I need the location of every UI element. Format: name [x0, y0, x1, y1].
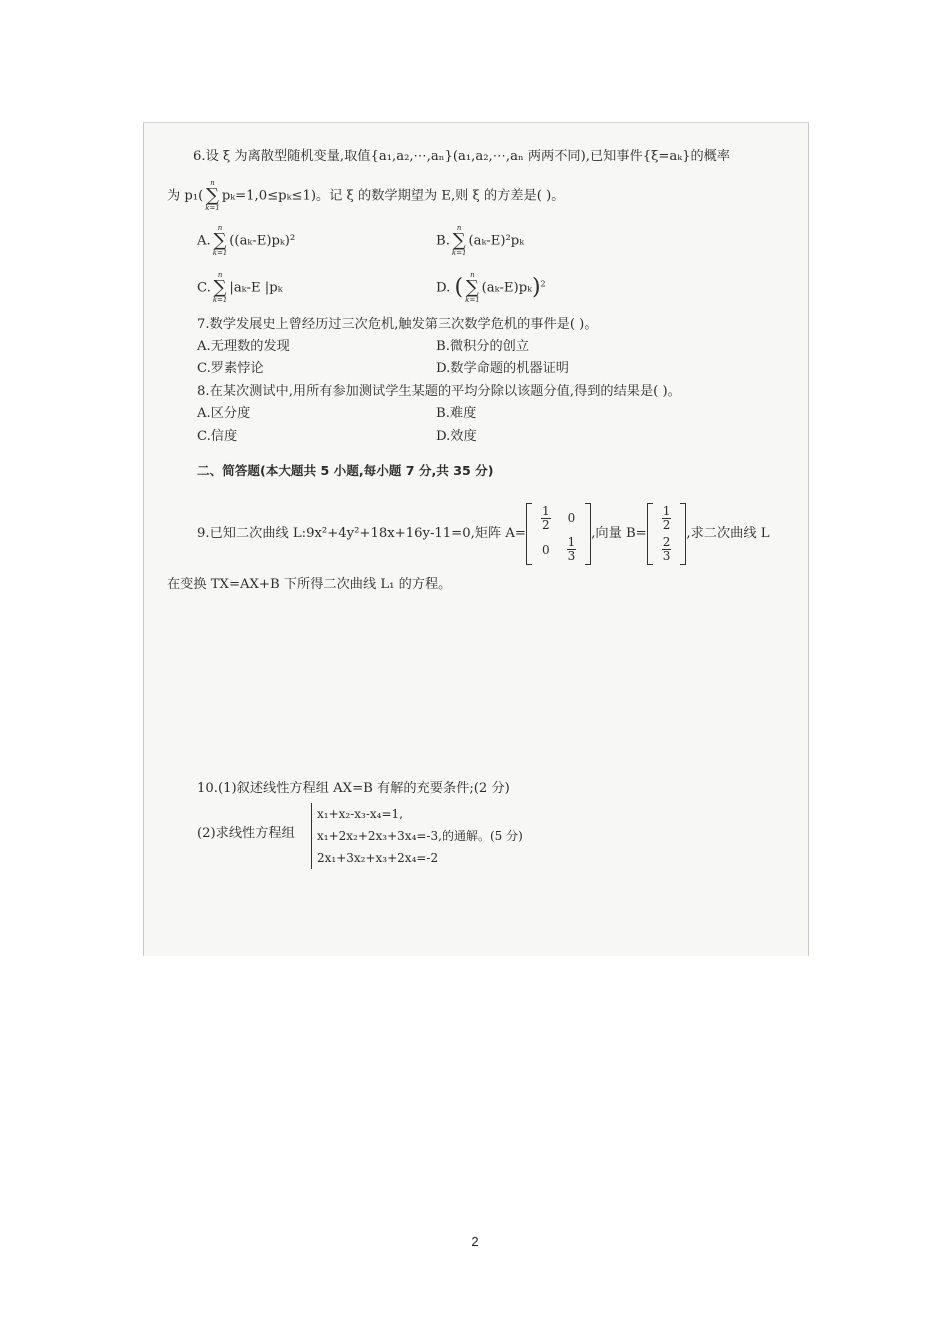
- section-heading: 二、简答题(本大题共 5 小题,每小题 7 分,共 35 分): [197, 463, 494, 478]
- q9-text-post: ,求二次曲线 L: [686, 526, 770, 542]
- q9-stem: [197, 497, 769, 571]
- linear-system: [311, 803, 523, 869]
- summation-symbol: n ∑ k=1: [212, 271, 228, 304]
- q6-line2-prefix: 为 p₁(: [167, 188, 204, 204]
- q9-stem-line2: 在变换 TX=AX+B 下所得二次曲线 L₁ 的方程。: [167, 577, 452, 592]
- q7-stem: 7.数学发展史上曾经历过三次危机,触发第三次数学危机的事件是( )。: [197, 317, 598, 332]
- vector-b: [647, 503, 687, 566]
- q10-part2-label: (2)求线性方程组: [197, 826, 295, 841]
- q8-stem: 8.在某次测试中,用所有参加测试学生某题的平均分除以该题分值,得到的结果是( )。: [197, 384, 681, 399]
- vector-entry: $\frac{1}{2}$: [662, 503, 671, 532]
- page-number: 2: [471, 1234, 479, 1249]
- equation-2: x₁+2x₂+2x₃+3x₄=-3,的通解。(5 分): [317, 829, 523, 843]
- matrix-entry: 0: [541, 542, 550, 557]
- summation-symbol: n ∑ k=1: [212, 224, 228, 257]
- q6-line2-suffix: pₖ=1,0≤pₖ≤1)。记 ξ 的数学期望为 E,则 ξ 的方差是( )。: [221, 188, 565, 204]
- q8-option-a: A.区分度: [197, 406, 251, 421]
- q10-part1: 10.(1)叙述线性方程组 AX=B 有解的充要条件;(2 分): [197, 781, 510, 796]
- summation-symbol: n ∑ k=1: [205, 179, 220, 212]
- summation-symbol: n ∑ k=1: [451, 224, 467, 257]
- q8-option-b: B.难度: [436, 406, 477, 421]
- matrix-entry: 0: [567, 511, 576, 526]
- q7-option-b: B.微积分的创立: [436, 339, 530, 354]
- matrix-a: [526, 503, 591, 566]
- q7-option-d: D.数学命题的机器证明: [436, 361, 569, 376]
- summation-symbol: n ∑ k=1: [465, 271, 480, 304]
- q6-option-a: A. n ∑ k=1 ((aₖ-E)pₖ)²: [197, 224, 296, 257]
- equation-3: 2x₁+3x₂+x₃+2x₄=-2: [317, 851, 439, 865]
- equation-1: x₁+x₂-x₃-x₄=1,: [317, 807, 403, 821]
- q7-option-c: C.罗素悖论: [197, 361, 264, 376]
- vector-entry: $\frac{2}{3}$: [662, 535, 671, 564]
- q6-option-d: D. ( n ∑ k=1 (aₖ-E)pₖ)$^2$: [436, 271, 546, 304]
- matrix-entry: $\frac{1}{3}$: [567, 535, 576, 564]
- q8-option-d: D.效度: [436, 429, 477, 444]
- q9-text-pre: 9.已知二次曲线 L:9x²+4y²+18x+16y-11=0,矩阵 A=: [197, 526, 526, 542]
- q6-stem-line1: 6.设 ξ 为离散型随机变量,取值{a₁,a₂,⋯,aₙ}(a₁,a₂,⋯,aₙ 两两不同),已知事件{ξ=aₖ}的概率: [193, 149, 731, 164]
- q6-stem-line2: [167, 180, 564, 212]
- q6-option-c: C. n ∑ k=1 |aₖ-E |pₖ: [197, 271, 283, 304]
- q7-option-a: A.无理数的发现: [197, 339, 290, 354]
- q9-text-mid: ,向量 B=: [591, 526, 647, 542]
- matrix-entry: $\frac{1}{2}$: [541, 503, 550, 532]
- q8-option-c: C.信度: [197, 429, 238, 444]
- q6-option-b: B. n ∑ k=1 (aₖ-E)²pₖ: [436, 224, 525, 257]
